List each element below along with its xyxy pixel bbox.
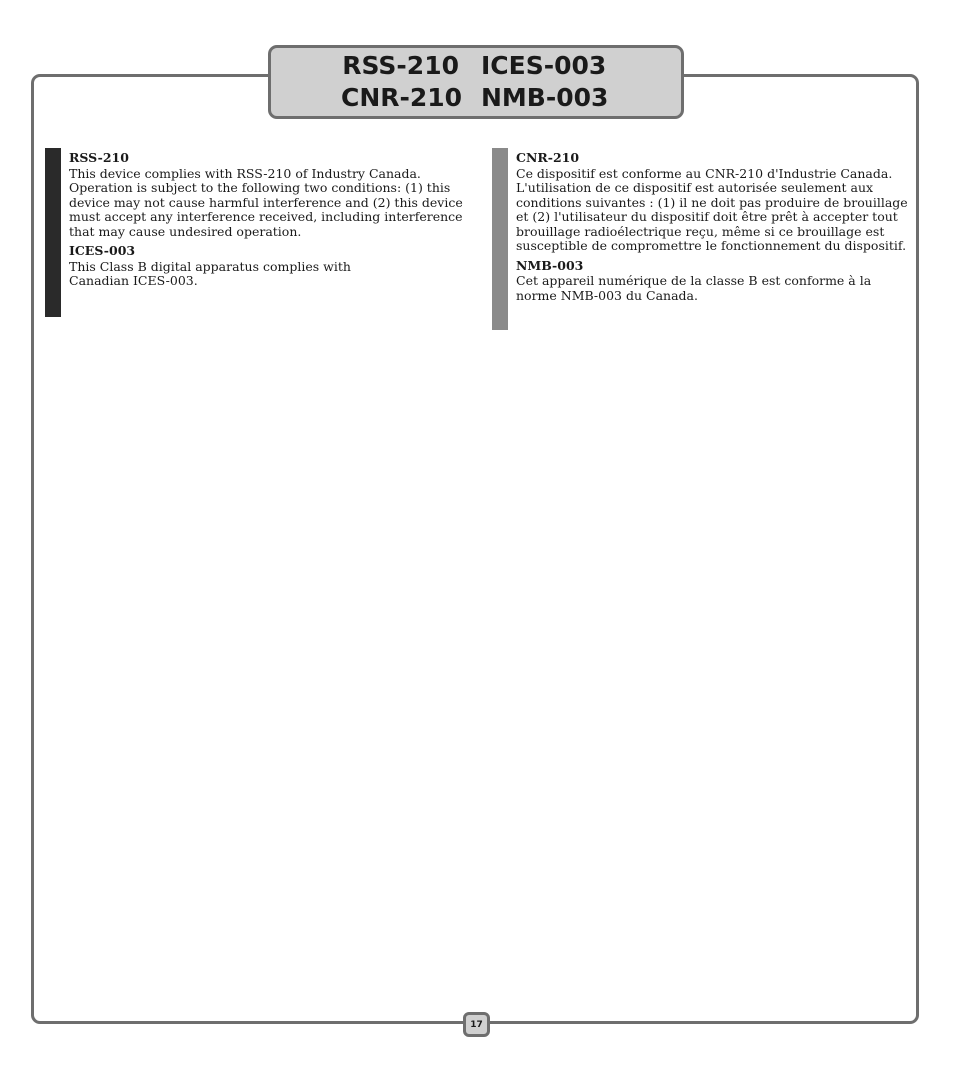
english-side-bar bbox=[45, 148, 61, 317]
english-content bbox=[69, 151, 475, 289]
section-text-cnr-210: Ce dispositif est conforme au CNR-210 d'Industrie Canada. L'utilisation de ce dispositif est autorisée seulement aux conditions suivantes : (1) il ne doit pas produire de brouillage et (2) l'utilisateur du dispositif doit être prêt à accepter tout brouillage radioélectrique reçu, même si ce brouillage est susceptible de compromettre le fonctionnement du dispositif. bbox=[516, 165, 908, 253]
page-title-box bbox=[268, 45, 684, 119]
section-text-rss-210: This device complies with RSS-210 of Industry Canada. Operation is subject to the following two conditions: (1) this device may not cause harmful interference and (2) this device must accept any interference received, including interference that may cause undesired operation. bbox=[69, 165, 463, 239]
section-text-nmb-003: Cet appareil numérique de la classe B est conforme à la norme NMB-003 du Canada. bbox=[516, 273, 872, 303]
french-content bbox=[516, 151, 917, 303]
title-row-1 bbox=[341, 50, 611, 82]
french-side-bar bbox=[492, 148, 508, 330]
section-text-ices-003: This Class B digital apparatus complies with Canadian ICES-003. bbox=[69, 258, 351, 288]
section-heading-nmb-003: NMB-003 bbox=[516, 257, 584, 273]
title-row-2 bbox=[341, 82, 611, 114]
english-column bbox=[45, 148, 475, 294]
section-heading-rss-210: RSS-210 bbox=[69, 150, 129, 165]
title-rss-210: RSS-210 bbox=[342, 51, 459, 80]
section-heading-cnr-210: CNR-210 bbox=[516, 150, 580, 165]
section-heading-ices-003: ICES-003 bbox=[69, 243, 136, 258]
title-nmb-003: NMB-003 bbox=[481, 83, 609, 112]
title-cnr-210: CNR-210 bbox=[341, 83, 463, 112]
title-ices-003: ICES-003 bbox=[481, 51, 607, 80]
page-number: 17 bbox=[463, 1012, 490, 1037]
french-column bbox=[492, 148, 917, 308]
